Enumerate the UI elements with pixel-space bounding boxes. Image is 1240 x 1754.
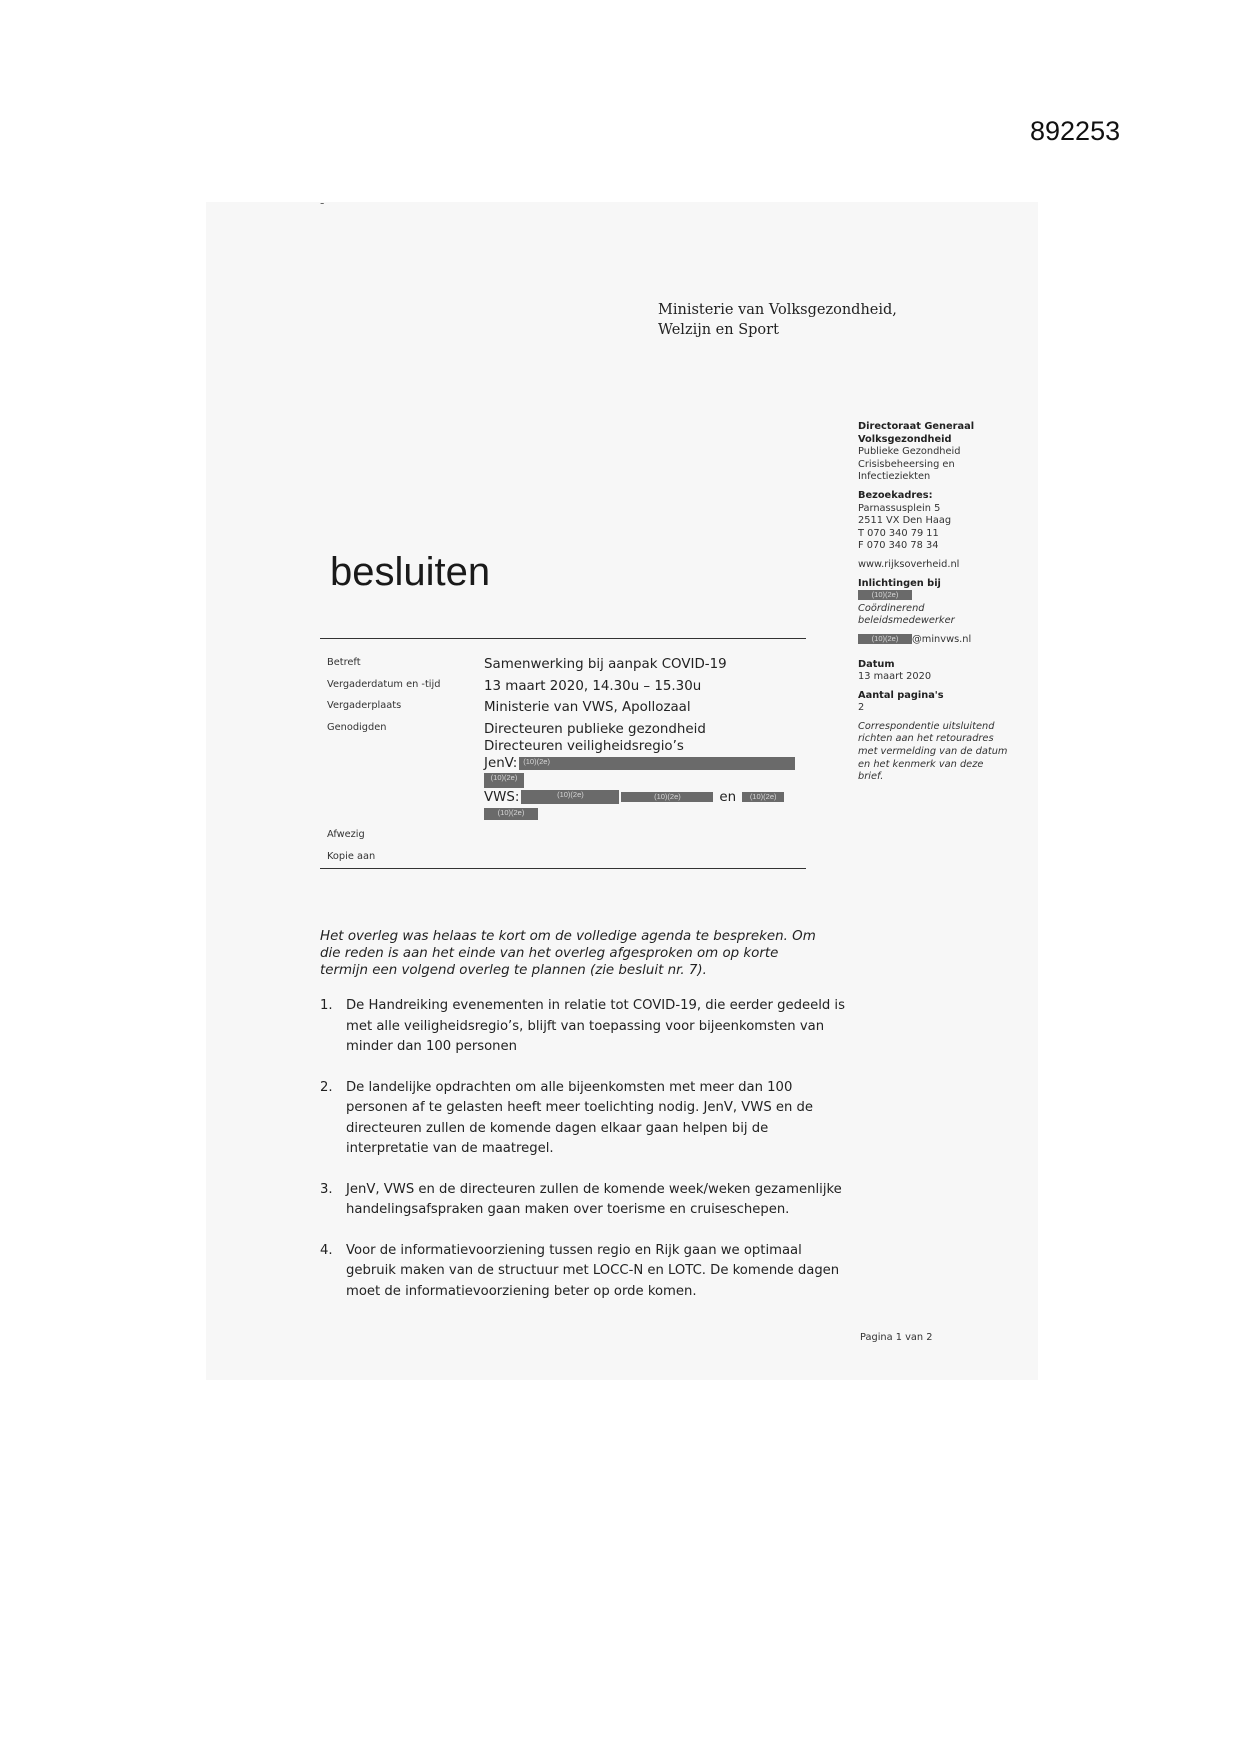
page-title: besluiten: [330, 550, 491, 594]
item-number: 1.: [320, 998, 333, 1013]
sidebar: [858, 421, 1018, 784]
intro-paragraph: Het overleg was helaas te kort om de volledige agenda te bespreken. Om die reden is aan het einde van het overleg afgesproken om op korte termijn een volgend overleg te plannen (zie besluit nr. 7).: [320, 929, 816, 978]
label-plaats: Vergaderplaats: [327, 700, 402, 711]
item-number: 2.: [320, 1079, 333, 1095]
fax-number: F 070 340 78 34: [858, 540, 939, 552]
redaction-box: (10)(2e): [484, 808, 538, 820]
role-line-1: Coördinerend: [858, 602, 925, 614]
correspondence-line-2: richten aan het retouradres: [858, 733, 994, 745]
correspondence-line-5: brief.: [858, 771, 884, 783]
redaction-box: (10)(2e): [621, 792, 713, 802]
redaction-box: (10)(2e): [742, 792, 784, 802]
ministry-logo-text: [658, 300, 897, 340]
phone-number: T 070 340 79 11: [858, 527, 939, 539]
date-value: 13 maart 2020: [858, 671, 932, 683]
label-betreft: Betreft: [327, 657, 361, 668]
redaction-box: (10)(2e): [858, 634, 912, 644]
value-datum: 13 maart 2020, 14.30u – 15.30u: [484, 678, 702, 694]
ministry-line-2: Welzijn en Sport: [658, 322, 779, 338]
date-label: Datum: [858, 658, 895, 670]
address-label: Bezoekadres:: [858, 489, 933, 501]
redaction-box: (10)(2e): [484, 773, 524, 788]
item-number: 4.: [320, 1242, 333, 1258]
redaction-box: (10)(2e): [519, 757, 795, 770]
department-line-1: Publieke Gezondheid: [858, 446, 961, 458]
jenv-line: [484, 755, 795, 772]
list-item: [320, 996, 850, 1058]
ministry-line-1: Ministerie van Volksgezondheid,: [658, 302, 897, 318]
document-number: 892253: [1030, 116, 1121, 146]
label-genodigden: Genodigden: [327, 721, 387, 733]
divider-bottom: [320, 868, 806, 869]
address-line-1: Parnassusplein 5: [858, 502, 941, 514]
pages-label: Aantal pagina's: [858, 689, 944, 701]
label-afwezig: Afwezig: [327, 829, 365, 840]
role-line-2: beleidsmedewerker: [858, 615, 955, 627]
label-kopie: Kopie aan: [327, 850, 376, 862]
directorate-line-1: Directoraat Generaal: [858, 421, 975, 432]
website-link[interactable]: www.rijksoverheid.nl: [858, 558, 960, 570]
vws-line: [484, 789, 795, 806]
list-item: [320, 1078, 850, 1160]
item-text: Voor de informatievoorziening tussen regio en Rijk gaan we optimaal gebruik maken van de structuur met LOCC-N en LOTC. De komende dagen moet de informatievoorziening beter op orde komen.: [346, 1242, 840, 1299]
vws-label: VWS:: [484, 789, 520, 805]
value-plaats: Ministerie van VWS, Apollozaal: [484, 700, 691, 715]
jenv-label: JenV:: [484, 755, 518, 771]
info-label: Inlichtingen bij: [858, 577, 941, 589]
redaction-box: (10)(2e): [521, 790, 619, 804]
redaction-box: (10)(2e): [858, 590, 912, 600]
department-line-2: Crisisbeheersing en: [858, 458, 955, 470]
meta-values: [484, 656, 795, 823]
pages-value: 2: [858, 702, 865, 714]
divider-top: [320, 638, 806, 639]
directorate-line-2: Volksgezondheid: [858, 433, 952, 445]
correspondence-line-4: en het kenmerk van deze: [858, 758, 984, 770]
item-number: 3.: [320, 1181, 333, 1197]
meta-labels: [327, 656, 440, 871]
item-text: De Handreiking evenementen in relatie tot COVID-19, die eerder gedeeld is met alle veiligheidsregio’s, blijft van toepassing voor bijeenkomsten van minder dan 100 personen: [346, 998, 845, 1054]
item-text: JenV, VWS en de directeuren zullen de komende week/weken gezamenlijke handelingsafspraken gaan maken over toerisme en cruiseschepen.: [346, 1181, 842, 1217]
top-mark: -: [320, 196, 325, 210]
decisions-list: [320, 996, 850, 1322]
label-datum: Vergaderdatum en -tijd: [327, 678, 441, 690]
page-number: Pagina 1 van 2: [860, 1332, 933, 1343]
value-genodigden-1: Directeuren publieke gezondheid: [484, 721, 706, 737]
department-line-3: Infectieziekten: [858, 471, 931, 483]
value-betreft: Samenwerking bij aanpak COVID-19: [484, 657, 727, 672]
item-text: De landelijke opdrachten om alle bijeenkomsten met meer dan 100 personen af te gelasten heeft meer toelichting nodig. JenV, VWS en de directeuren zullen de komende dagen elkaar gaan helpen bij de interpretatie van de maatregel.: [346, 1079, 814, 1156]
en-word: en: [719, 789, 737, 805]
list-item: [320, 1180, 850, 1221]
address-line-2: 2511 VX Den Haag: [858, 515, 952, 527]
list-item: [320, 1241, 850, 1303]
value-genodigden-2: Directeuren veiligheidsregio’s: [484, 738, 684, 754]
correspondence-line-1: Correspondentie uitsluitend: [858, 720, 995, 732]
correspondence-line-3: met vermelding van de datum: [858, 746, 1008, 758]
email-suffix: @minvws.nl: [912, 633, 972, 645]
